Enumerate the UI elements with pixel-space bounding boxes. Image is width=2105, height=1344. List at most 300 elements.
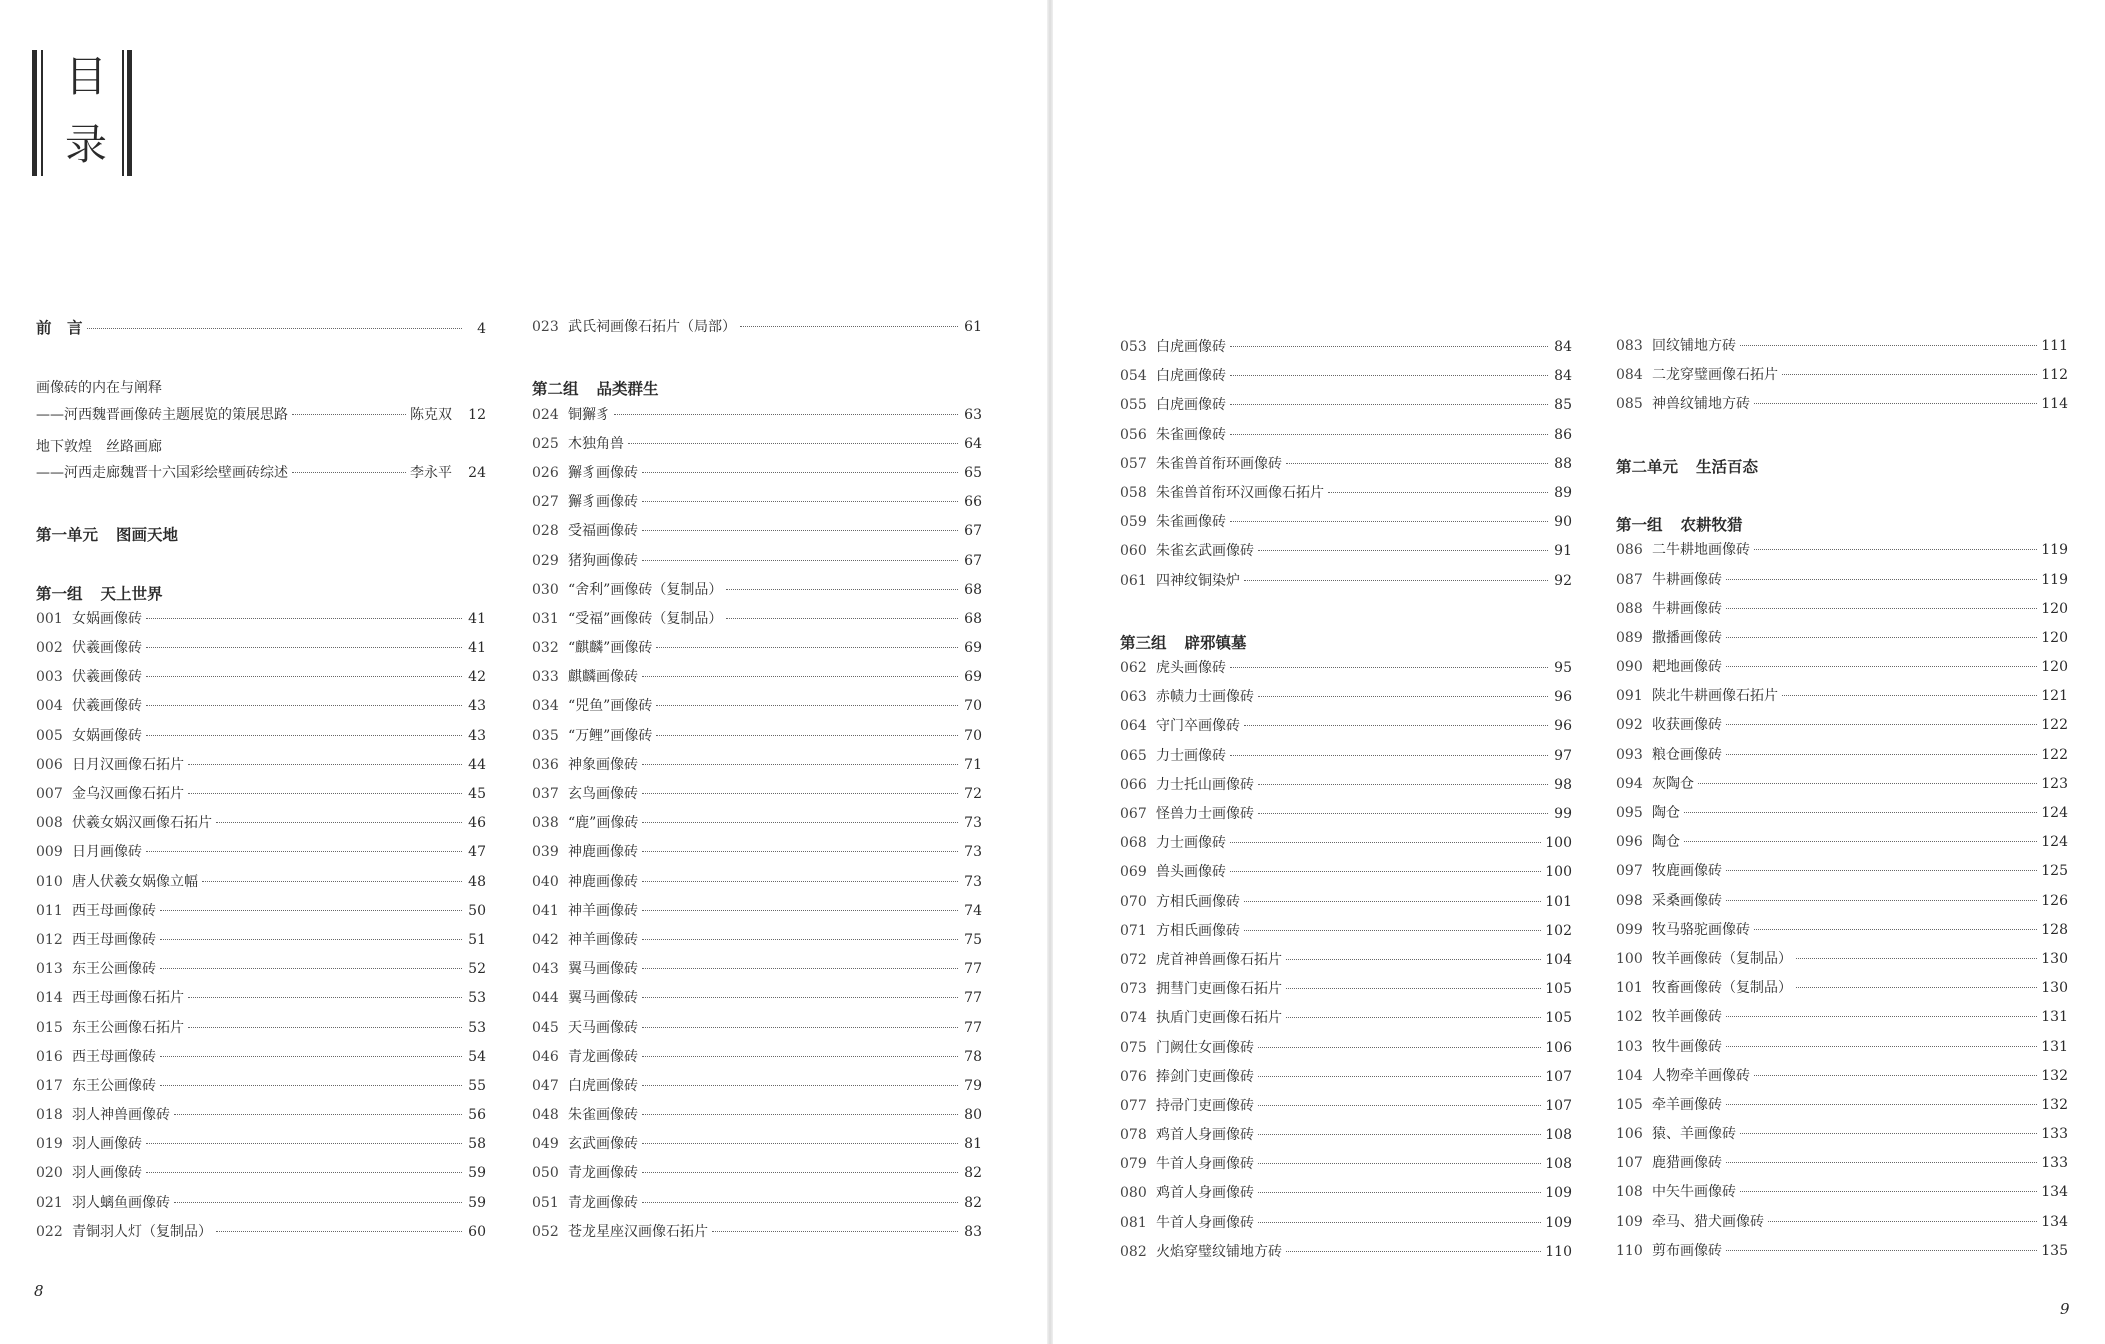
entry-title: 牵羊画像砖 bbox=[1652, 1096, 1722, 1113]
entry-number: 049 bbox=[532, 1136, 559, 1153]
leader-dots bbox=[1684, 841, 2037, 842]
toc-essay-title: 地下敦煌 丝路画廊 bbox=[36, 438, 162, 455]
toc-entry[interactable] bbox=[1616, 1006, 2068, 1035]
entry-page: 134 bbox=[2041, 1213, 2068, 1230]
entry-title: 持帚门吏画像砖 bbox=[1156, 1097, 1254, 1114]
toc-entry[interactable] bbox=[532, 1221, 982, 1250]
toc-column-2 bbox=[532, 316, 982, 1250]
group-label: 第一组 bbox=[1616, 515, 1663, 535]
entry-number: 048 bbox=[532, 1107, 559, 1124]
toc-essay-entry[interactable] bbox=[36, 404, 486, 433]
entry-title: 牛首人身画像砖 bbox=[1156, 1214, 1254, 1231]
toc-entry[interactable] bbox=[1616, 948, 2068, 977]
entry-number: 037 bbox=[532, 786, 559, 802]
toc-entry[interactable] bbox=[1616, 1036, 2068, 1065]
entry-page: 131 bbox=[2041, 1038, 2068, 1055]
entry-number: 082 bbox=[1120, 1243, 1147, 1260]
entry-number: 093 bbox=[1616, 746, 1643, 763]
toc-entry[interactable] bbox=[532, 1192, 982, 1221]
toc-entry[interactable] bbox=[1120, 803, 1572, 832]
leader-dots bbox=[642, 997, 958, 998]
toc-entry[interactable] bbox=[36, 1221, 486, 1250]
toc-entry[interactable] bbox=[36, 1192, 486, 1221]
entry-number: 109 bbox=[1616, 1213, 1643, 1230]
leader-dots bbox=[160, 1085, 462, 1086]
toc-entry[interactable] bbox=[532, 929, 982, 958]
toc-entry[interactable] bbox=[1120, 891, 1572, 920]
leader-dots bbox=[642, 530, 958, 531]
leader-dots bbox=[1726, 1162, 2037, 1163]
toc-entry[interactable] bbox=[1120, 453, 1572, 482]
entry-page: 74 bbox=[964, 902, 982, 919]
toc-entry[interactable] bbox=[36, 1046, 486, 1075]
toc-entry[interactable] bbox=[1616, 1240, 2068, 1269]
toc-entry[interactable] bbox=[532, 958, 982, 987]
entry-title: 东王公画像砖 bbox=[72, 1077, 156, 1094]
toc-entry[interactable] bbox=[532, 900, 982, 929]
toc-essay-entry[interactable] bbox=[36, 462, 486, 491]
toc-entry[interactable] bbox=[36, 929, 486, 958]
toc-entry[interactable] bbox=[36, 754, 486, 783]
leader-dots bbox=[174, 1114, 462, 1115]
entry-number: 108 bbox=[1616, 1184, 1643, 1201]
entry-author: 李永平 bbox=[410, 464, 452, 481]
entry-page: 106 bbox=[1545, 1039, 1572, 1056]
leader-dots bbox=[1754, 403, 2037, 404]
entry-page: 120 bbox=[2041, 600, 2068, 617]
leader-dots bbox=[656, 705, 958, 706]
leader-dots bbox=[642, 1202, 958, 1203]
toc-entry[interactable] bbox=[1616, 1094, 2068, 1123]
entry-number: 065 bbox=[1120, 747, 1147, 764]
group-heading bbox=[532, 374, 982, 403]
entry-title: “舍利”画像砖（复制品） bbox=[568, 581, 723, 598]
entry-page: 89 bbox=[1554, 484, 1572, 501]
toc-entry[interactable] bbox=[36, 987, 486, 1016]
entry-title: 东王公画像砖 bbox=[72, 961, 156, 978]
toc-entry[interactable] bbox=[1616, 1181, 2068, 1210]
toc-entry[interactable] bbox=[1120, 832, 1572, 861]
entry-page: 109 bbox=[1545, 1185, 1572, 1202]
entry-page: 68 bbox=[964, 581, 982, 598]
leader-dots bbox=[1286, 463, 1548, 464]
leader-dots bbox=[1258, 1105, 1541, 1106]
entry-title: 陶仓 bbox=[1652, 805, 1680, 821]
entry-title: 白虎画像砖 bbox=[1156, 368, 1226, 385]
entry-title: 撒播画像砖 bbox=[1652, 629, 1722, 646]
leader-dots bbox=[1258, 1163, 1541, 1164]
entry-page: 81 bbox=[964, 1136, 982, 1153]
entry-page: 50 bbox=[468, 902, 486, 919]
entry-number: 088 bbox=[1616, 600, 1643, 617]
entry-number: 096 bbox=[1616, 834, 1643, 851]
entry-page: 112 bbox=[2041, 367, 2068, 384]
toc-entry[interactable] bbox=[1616, 627, 2068, 656]
toc-entry[interactable] bbox=[532, 1162, 982, 1191]
entry-title: 粮仓画像砖 bbox=[1652, 746, 1722, 763]
entry-title: 火焰穿璧纹铺地方砖 bbox=[1156, 1243, 1282, 1260]
toc-entry[interactable] bbox=[532, 783, 982, 812]
entry-title: 玄武画像砖 bbox=[568, 1136, 638, 1153]
entry-title: 人物牵羊画像砖 bbox=[1652, 1067, 1750, 1084]
toc-entry[interactable] bbox=[532, 433, 982, 462]
toc-entry[interactable] bbox=[1120, 394, 1572, 423]
entry-number: 055 bbox=[1120, 397, 1147, 414]
entry-number: 061 bbox=[1120, 572, 1147, 589]
toc-entry[interactable] bbox=[532, 316, 982, 345]
entry-title: 猪狗画像砖 bbox=[568, 552, 638, 569]
unit-name: 图画天地 bbox=[116, 525, 179, 545]
toc-entry[interactable] bbox=[532, 812, 982, 841]
toc-entry[interactable] bbox=[1616, 714, 2068, 743]
entry-title: 灰陶仓 bbox=[1652, 775, 1694, 792]
toc-entry[interactable] bbox=[36, 1162, 486, 1191]
entry-number: 104 bbox=[1616, 1067, 1643, 1084]
entry-number: 097 bbox=[1616, 863, 1643, 880]
toc-entry[interactable] bbox=[1120, 686, 1572, 715]
leader-dots bbox=[1726, 579, 2037, 580]
entry-page: 134 bbox=[2041, 1184, 2068, 1201]
toc-entry[interactable] bbox=[1120, 861, 1572, 890]
entry-title: 二龙穿璧画像石拓片 bbox=[1652, 367, 1778, 384]
leader-dots bbox=[1726, 1104, 2037, 1105]
leader-dots bbox=[292, 414, 406, 415]
leader-dots bbox=[740, 326, 958, 327]
entry-title: 采桑画像砖 bbox=[1652, 892, 1722, 909]
group-heading bbox=[1120, 628, 1572, 657]
entry-number: 079 bbox=[1120, 1156, 1147, 1173]
entry-title: “万鲤”画像砖 bbox=[568, 727, 653, 744]
toc-entry[interactable] bbox=[1120, 482, 1572, 511]
toc-entry[interactable] bbox=[36, 958, 486, 987]
toc-entry[interactable] bbox=[532, 462, 982, 491]
toc-entry[interactable] bbox=[1120, 1037, 1572, 1066]
entry-number: 050 bbox=[532, 1165, 559, 1182]
entry-title: 猿、羊画像砖 bbox=[1652, 1126, 1736, 1143]
entry-title: 翼马画像砖 bbox=[568, 990, 638, 1007]
leader-dots bbox=[1286, 988, 1541, 989]
toc-entry[interactable] bbox=[1616, 393, 2068, 422]
unit-label: 第一单元 bbox=[36, 525, 99, 545]
leader-dots bbox=[1726, 1046, 2037, 1047]
toc-entry[interactable] bbox=[1616, 335, 2068, 364]
leader-dots bbox=[1796, 987, 2037, 988]
entry-page: 130 bbox=[2041, 980, 2068, 997]
toc-entry[interactable] bbox=[532, 1133, 982, 1162]
toc-entry[interactable] bbox=[36, 1104, 486, 1133]
toc-entry[interactable] bbox=[1120, 336, 1572, 365]
entry-page: 100 bbox=[1545, 864, 1572, 881]
entry-title: 虎首神兽画像石拓片 bbox=[1156, 951, 1282, 968]
entry-page: 131 bbox=[2041, 1009, 2068, 1026]
entry-title: “麒麟”画像砖 bbox=[568, 640, 653, 657]
leader-dots bbox=[642, 881, 958, 882]
leader-dots bbox=[1726, 724, 2037, 725]
entry-title: 獬豸画像砖 bbox=[568, 464, 638, 481]
toc-entry[interactable] bbox=[1616, 364, 2068, 393]
leader-dots bbox=[1230, 667, 1548, 668]
toc-entry[interactable] bbox=[36, 1017, 486, 1046]
toc-entry[interactable] bbox=[532, 1017, 982, 1046]
toc-entry[interactable] bbox=[1120, 949, 1572, 978]
entry-title: 唐人伏羲女娲像立幅 bbox=[72, 873, 198, 890]
entry-page: 41 bbox=[468, 610, 486, 627]
toc-entry[interactable] bbox=[36, 725, 486, 754]
entry-page: 126 bbox=[2041, 892, 2068, 909]
entry-page: 124 bbox=[2041, 834, 2068, 851]
toc-entry[interactable] bbox=[1616, 1152, 2068, 1181]
entry-page: 111 bbox=[2041, 338, 2068, 354]
entry-title: ——河西魏晋画像砖主题展览的策展思路 bbox=[36, 406, 288, 423]
entry-number: 007 bbox=[36, 786, 63, 802]
entry-page: 102 bbox=[1545, 922, 1572, 939]
entry-page: 59 bbox=[468, 1165, 486, 1182]
toc-entry[interactable] bbox=[1616, 598, 2068, 627]
toc-entry[interactable] bbox=[532, 520, 982, 549]
entry-title: 玄鸟画像砖 bbox=[568, 786, 638, 802]
toc-entry[interactable] bbox=[36, 871, 486, 900]
entry-title: 牛耕画像砖 bbox=[1652, 571, 1722, 588]
entry-number: 098 bbox=[1616, 892, 1643, 909]
toc-entry[interactable] bbox=[532, 754, 982, 783]
entry-title: 西王母画像砖 bbox=[72, 931, 156, 948]
leader-dots bbox=[1796, 958, 2037, 959]
entry-title: 牛首人身画像砖 bbox=[1156, 1156, 1254, 1173]
leader-dots bbox=[146, 676, 462, 677]
leader-dots bbox=[642, 1143, 958, 1144]
toc-entry[interactable] bbox=[1616, 977, 2068, 1006]
toc-entry[interactable] bbox=[1616, 890, 2068, 919]
unit-name: 生活百态 bbox=[1696, 456, 1759, 476]
toc-entry[interactable] bbox=[36, 900, 486, 929]
toc-entry[interactable] bbox=[1120, 978, 1572, 1007]
toc-entry[interactable] bbox=[36, 812, 486, 841]
leader-dots bbox=[160, 968, 462, 969]
unit-label: 第二单元 bbox=[1616, 456, 1679, 476]
entry-number: 091 bbox=[1616, 688, 1643, 705]
toc-entry[interactable] bbox=[532, 841, 982, 870]
entry-page: 65 bbox=[964, 464, 982, 481]
leader-dots bbox=[642, 1085, 958, 1086]
toc-entry[interactable] bbox=[1616, 1123, 2068, 1152]
entry-number: 030 bbox=[532, 581, 559, 598]
toc-entry[interactable] bbox=[1120, 511, 1572, 540]
entry-title: 金乌汉画像石拓片 bbox=[72, 786, 184, 802]
entry-page: 91 bbox=[1554, 543, 1572, 560]
toc-entry[interactable] bbox=[532, 579, 982, 608]
entry-page: 45 bbox=[468, 786, 486, 802]
entry-number: 017 bbox=[36, 1077, 63, 1094]
toc-entry[interactable] bbox=[532, 404, 982, 433]
entry-title: 青龙画像砖 bbox=[568, 1048, 638, 1065]
toc-entry[interactable] bbox=[532, 637, 982, 666]
toc-entry[interactable] bbox=[532, 550, 982, 579]
toc-entry[interactable] bbox=[532, 725, 982, 754]
toc-entry[interactable] bbox=[1616, 773, 2068, 802]
toc-entry[interactable] bbox=[1616, 860, 2068, 889]
group-name: 天上世界 bbox=[100, 583, 163, 603]
entry-title: 羽人螭鱼画像砖 bbox=[72, 1194, 170, 1211]
toc-entry[interactable] bbox=[532, 987, 982, 1016]
leader-dots bbox=[1258, 1076, 1541, 1077]
toc-entry[interactable] bbox=[1120, 365, 1572, 394]
entry-title: 女娲画像砖 bbox=[72, 610, 142, 627]
leader-dots bbox=[1726, 870, 2037, 871]
unit-heading bbox=[36, 520, 486, 549]
toc-entry[interactable] bbox=[1120, 570, 1572, 599]
leader-dots bbox=[1258, 1192, 1541, 1193]
toc-entry[interactable] bbox=[1616, 744, 2068, 773]
toc-entry[interactable] bbox=[1120, 1241, 1572, 1270]
toc-entry[interactable] bbox=[532, 491, 982, 520]
group-heading bbox=[1616, 510, 2068, 539]
toc-entry[interactable] bbox=[1120, 540, 1572, 569]
entry-number: 054 bbox=[1120, 368, 1147, 385]
entry-title: 苍龙星座汉画像石拓片 bbox=[568, 1223, 708, 1240]
entry-number: 016 bbox=[36, 1048, 63, 1065]
leader-dots bbox=[1754, 929, 2037, 930]
toc-entry[interactable] bbox=[532, 1075, 982, 1104]
toc-entry-preface[interactable] bbox=[36, 316, 486, 345]
entry-title: 朱雀画像砖 bbox=[568, 1107, 638, 1124]
entry-number: 083 bbox=[1616, 338, 1643, 354]
entry-title: 二牛耕地画像砖 bbox=[1652, 542, 1750, 559]
leader-dots bbox=[1244, 901, 1541, 902]
group-name: 农耕牧猎 bbox=[1680, 515, 1743, 535]
entry-page: 73 bbox=[964, 873, 982, 890]
entry-number: 060 bbox=[1120, 543, 1147, 560]
entry-page: 67 bbox=[964, 523, 982, 540]
entry-page: 75 bbox=[964, 931, 982, 948]
toc-entry[interactable] bbox=[1120, 424, 1572, 453]
entry-number: 034 bbox=[532, 698, 559, 715]
entry-page: 43 bbox=[468, 727, 486, 744]
toc-entry[interactable] bbox=[36, 695, 486, 724]
entry-page: 41 bbox=[468, 640, 486, 657]
entry-title: 青龙画像砖 bbox=[568, 1194, 638, 1211]
toc-entry[interactable] bbox=[36, 783, 486, 812]
entry-title: “受福”画像砖（复制品） bbox=[568, 610, 723, 627]
toc-entry[interactable] bbox=[1616, 656, 2068, 685]
leader-dots bbox=[1286, 1017, 1541, 1018]
toc-entry[interactable] bbox=[1120, 1095, 1572, 1124]
leader-dots bbox=[202, 881, 462, 882]
toc-entry[interactable] bbox=[1120, 715, 1572, 744]
entry-number: 090 bbox=[1616, 659, 1643, 676]
toc-entry[interactable] bbox=[1120, 1212, 1572, 1241]
toc-entry[interactable] bbox=[1120, 745, 1572, 774]
toc-entry[interactable] bbox=[1616, 1211, 2068, 1240]
entry-title: 獬豸画像砖 bbox=[568, 494, 638, 511]
leader-dots bbox=[642, 764, 958, 765]
entry-number: 051 bbox=[532, 1194, 559, 1211]
entry-page: 67 bbox=[964, 552, 982, 569]
toc-entry[interactable] bbox=[1616, 569, 2068, 598]
toc-entry[interactable] bbox=[1120, 1124, 1572, 1153]
toc-entry[interactable] bbox=[532, 608, 982, 637]
toc-entry[interactable] bbox=[36, 666, 486, 695]
toc-entry[interactable] bbox=[1120, 920, 1572, 949]
leader-dots bbox=[642, 501, 958, 502]
entry-title: 伏羲画像砖 bbox=[72, 669, 142, 686]
toc-entry[interactable] bbox=[36, 1075, 486, 1104]
toc-entry[interactable] bbox=[532, 1046, 982, 1075]
entry-page: 77 bbox=[964, 961, 982, 978]
group-name: 品类群生 bbox=[596, 379, 659, 399]
entry-page: 120 bbox=[2041, 659, 2068, 676]
toc-entry[interactable] bbox=[1120, 1182, 1572, 1211]
toc-entry[interactable] bbox=[532, 1104, 982, 1133]
leader-dots bbox=[656, 735, 958, 736]
entry-page: 85 bbox=[1554, 397, 1572, 414]
entry-number: 078 bbox=[1120, 1127, 1147, 1144]
entry-number: 026 bbox=[532, 464, 559, 481]
toc-entry[interactable] bbox=[1616, 919, 2068, 948]
entry-page: 122 bbox=[2041, 717, 2068, 734]
entry-title: 神兽纹铺地方砖 bbox=[1652, 396, 1750, 413]
toc-entry[interactable] bbox=[532, 871, 982, 900]
entry-title: 朱雀兽首衔环汉画像石拓片 bbox=[1156, 484, 1324, 501]
entry-page: 69 bbox=[964, 640, 982, 657]
leader-dots bbox=[642, 1056, 958, 1057]
entry-title: 西王母画像砖 bbox=[72, 902, 156, 919]
toc-entry[interactable] bbox=[36, 637, 486, 666]
leader-dots bbox=[1684, 812, 2037, 813]
leader-dots bbox=[1740, 345, 2037, 346]
toc-entry[interactable] bbox=[1616, 1065, 2068, 1094]
entry-number: 027 bbox=[532, 494, 559, 511]
toc-entry[interactable] bbox=[36, 608, 486, 637]
leader-dots bbox=[160, 1056, 462, 1057]
toc-entry[interactable] bbox=[1616, 802, 2068, 831]
leader-dots bbox=[726, 618, 958, 619]
entry-title: 翼马画像砖 bbox=[568, 961, 638, 978]
entry-title: 陶仓 bbox=[1652, 834, 1680, 851]
toc-entry[interactable] bbox=[1616, 539, 2068, 568]
title-border-thick-left bbox=[32, 50, 37, 176]
entry-page: 86 bbox=[1554, 426, 1572, 443]
toc-entry[interactable] bbox=[36, 841, 486, 870]
entry-title: 牛耕画像砖 bbox=[1652, 600, 1722, 617]
toc-entry[interactable] bbox=[532, 666, 982, 695]
leader-dots bbox=[1286, 959, 1541, 960]
leader-dots bbox=[1258, 1047, 1541, 1048]
entry-number: 047 bbox=[532, 1077, 559, 1094]
leader-dots bbox=[642, 851, 958, 852]
toc-entry[interactable] bbox=[1120, 1007, 1572, 1036]
leader-dots bbox=[216, 822, 462, 823]
entry-number: 068 bbox=[1120, 835, 1147, 852]
toc-entry[interactable] bbox=[36, 1133, 486, 1162]
leader-dots bbox=[1754, 1075, 2037, 1076]
entry-page: 122 bbox=[2041, 746, 2068, 763]
toc-entry[interactable] bbox=[1120, 774, 1572, 803]
entry-page: 63 bbox=[964, 406, 982, 423]
entry-title: 方相氏画像砖 bbox=[1156, 922, 1240, 939]
toc-entry[interactable] bbox=[1616, 831, 2068, 860]
toc-entry[interactable] bbox=[1120, 1066, 1572, 1095]
toc-entry[interactable] bbox=[1616, 685, 2068, 714]
entry-page: 96 bbox=[1554, 718, 1572, 735]
entry-title: 守门卒画像砖 bbox=[1156, 718, 1240, 735]
toc-entry[interactable] bbox=[532, 695, 982, 724]
toc-entry[interactable] bbox=[1120, 657, 1572, 686]
toc-entry[interactable] bbox=[1120, 1153, 1572, 1182]
entry-number: 003 bbox=[36, 669, 63, 686]
entry-number: 099 bbox=[1616, 921, 1643, 938]
entry-number: 044 bbox=[532, 990, 559, 1007]
leader-dots bbox=[712, 1231, 958, 1232]
